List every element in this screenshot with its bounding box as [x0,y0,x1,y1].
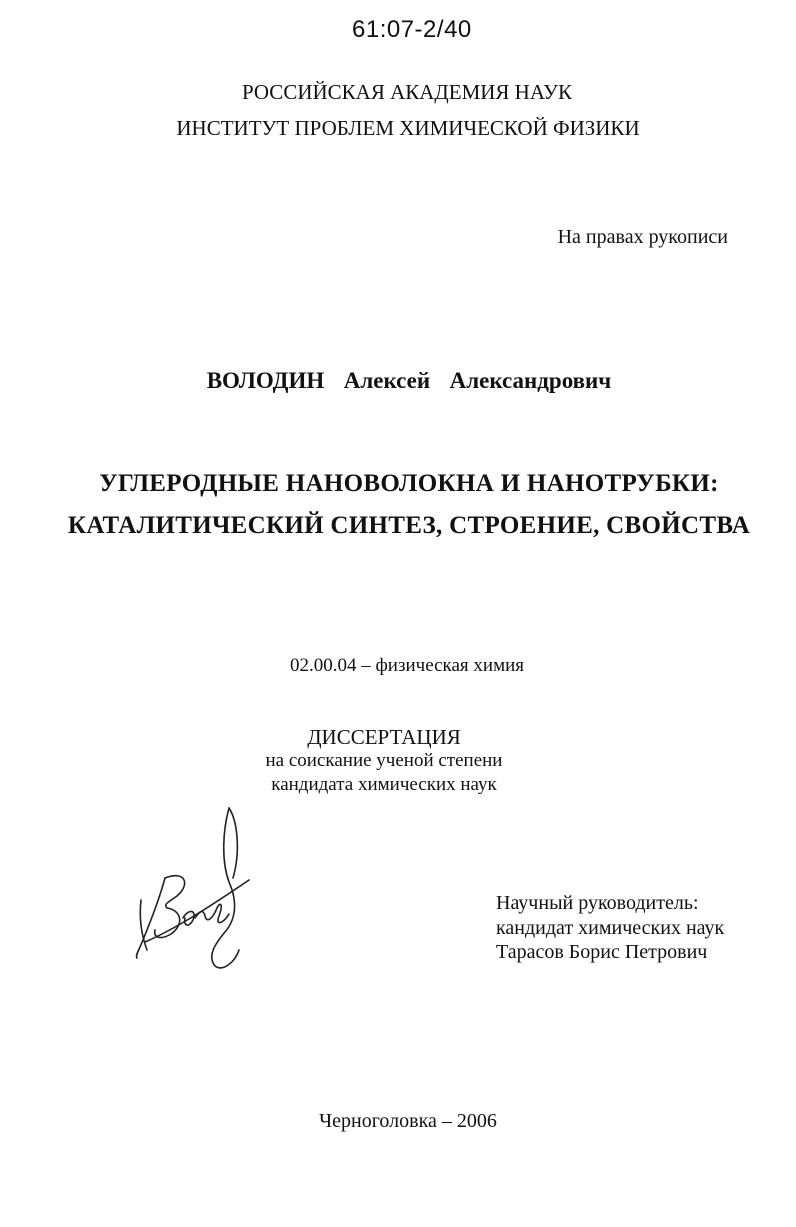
stamp-number: 61:07-2/40 [352,16,472,43]
organization-line-2: ИНСТИТУТ ПРОБЛЕМ ХИМИЧЕСКОЙ ФИЗИКИ [176,116,640,140]
specialty-code: 02.00.04 – физическая химия [289,655,524,676]
author-name: ВОЛОДИН Алексей Александрович [206,368,612,393]
supervisor-degree: кандидат химических наук [496,917,725,939]
supervisor-name: Тарасов Борис Петрович [496,941,708,963]
supervisor-label: Научный руководитель: [496,892,699,914]
organization-line-1: РОССИЙСКАЯ АКАДЕМИЯ НАУК [241,80,573,104]
place-and-year: Черноголовка – 2006 [319,1110,497,1132]
title-line-1: УГЛЕРОДНЫЕ НАНОВОЛОКНА И НАНОТРУБКИ: [99,470,719,497]
dissertation-degree-line-2: кандидата химических наук [271,774,497,795]
rights-notice: На правах рукописи [557,226,728,248]
handwritten-signature [125,800,265,975]
title-line-2: КАТАЛИТИЧЕСКИЙ СИНТЕЗ, СТРОЕНИЕ, СВОЙСТВА [67,512,751,539]
dissertation-type: ДИССЕРТАЦИЯ [307,725,461,749]
dissertation-degree-line-1: на соискание ученой степени [265,750,503,771]
